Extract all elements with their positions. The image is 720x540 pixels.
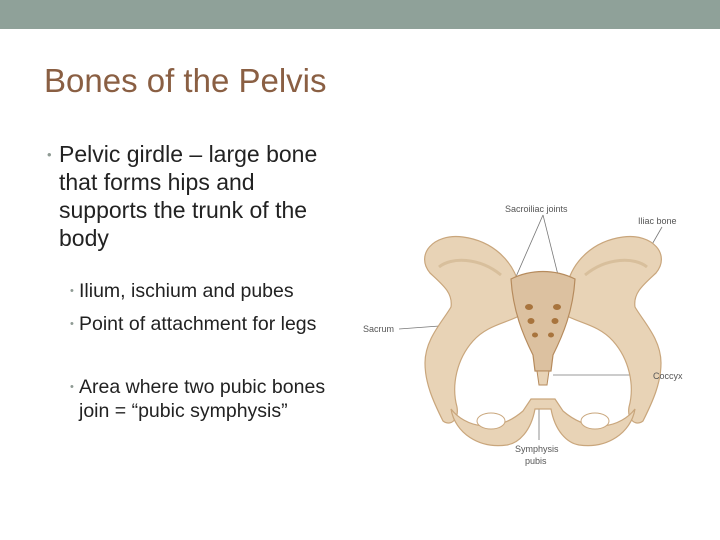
label-pubis: pubis bbox=[525, 456, 547, 466]
sacral-foramen bbox=[548, 333, 554, 338]
slide-title: Bones of the Pelvis bbox=[44, 62, 327, 99]
sacrum-bone bbox=[511, 272, 575, 372]
sub-bullet-dot-icon: • bbox=[70, 381, 74, 393]
label-sacrum: Sacrum bbox=[363, 324, 395, 334]
left-iliac-bone bbox=[425, 237, 521, 424]
bullet-main: Pelvic girdle – large bone that forms hips and supports the trunk of the body bbox=[59, 141, 318, 251]
sacroiliac-leader-right bbox=[543, 215, 559, 279]
sacral-foramen bbox=[552, 318, 559, 324]
pelvis-illustration bbox=[355, 195, 695, 485]
sacral-foramen bbox=[532, 333, 538, 338]
right-iliac-bone bbox=[565, 237, 661, 424]
bullet-dot-icon: • bbox=[47, 147, 52, 162]
label-symphysis: Symphysis bbox=[515, 444, 559, 454]
sub-bullet-dot-icon: • bbox=[70, 318, 74, 330]
coccyx-bone bbox=[537, 371, 549, 385]
pelvis-diagram bbox=[355, 195, 695, 485]
sub-bullet-1: Ilium, ischium and pubes bbox=[79, 280, 294, 302]
label-sacroiliac: Sacroiliac joints bbox=[505, 204, 568, 214]
sub-bullet-3: Area where two pubic bones join = “pubic symphysis” bbox=[79, 376, 326, 422]
label-iliac: Iliac bone bbox=[638, 216, 677, 226]
label-coccyx: Coccyx bbox=[653, 371, 683, 381]
sacral-foramen bbox=[553, 304, 561, 310]
sub-bullet-dot-icon: • bbox=[70, 285, 74, 297]
sacral-foramen bbox=[525, 304, 533, 310]
left-obturator-foramen bbox=[477, 413, 505, 429]
right-obturator-foramen bbox=[581, 413, 609, 429]
sacral-foramen bbox=[528, 318, 535, 324]
sub-bullet-2: Point of attachment for legs bbox=[79, 313, 317, 335]
sacroiliac-leader-left bbox=[515, 215, 543, 279]
